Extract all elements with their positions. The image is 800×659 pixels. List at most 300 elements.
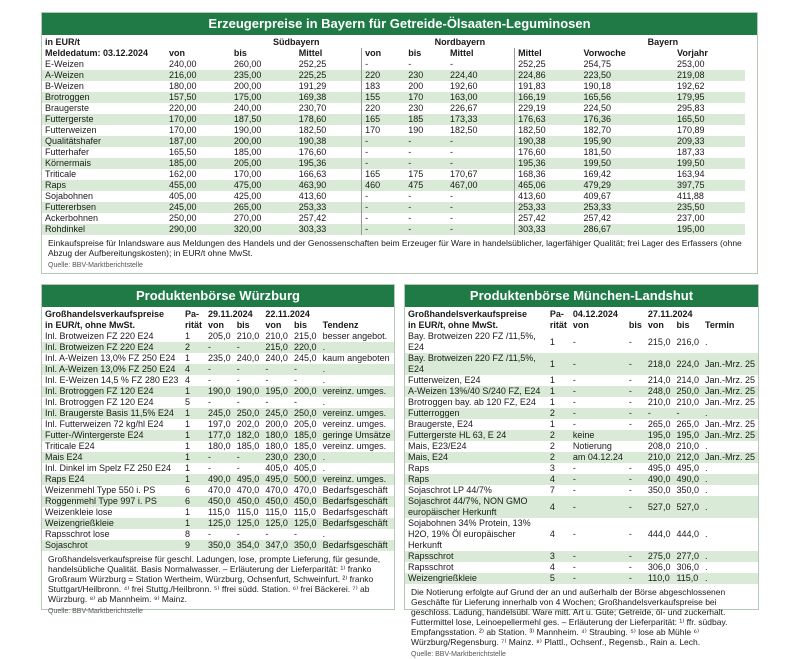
table-cell: Jan.-Mrz. 25 — [702, 430, 758, 441]
table-cell: 1 — [182, 474, 205, 485]
table-cell: 195,0 — [673, 430, 702, 441]
table-cell: 190,00 — [233, 125, 262, 135]
col-header: Mittel — [515, 48, 581, 59]
table-cell: Jan.-Mrz. 25 — [704, 397, 755, 407]
table-cell: 224,0 — [673, 353, 702, 375]
table-row — [42, 408, 394, 419]
mu-bis1: bis — [628, 320, 642, 330]
mu-paritaet-2: rität — [549, 320, 567, 330]
row-label: Inl. Braugerste Basis 11,5% E24 — [42, 408, 182, 419]
row-label: Inl. Brotroggen FZ 120 E24 — [42, 386, 182, 397]
table-cell: 182,70 — [583, 125, 611, 135]
table-cell: - — [570, 408, 626, 419]
table-cell: 235,0 — [208, 353, 231, 363]
table-cell: 303,33 — [515, 224, 581, 235]
table-cell: Jan.-Mrz. 25 — [702, 353, 758, 375]
row-label: Raps E24 — [42, 474, 182, 485]
col-header: Mittel — [449, 48, 474, 58]
table-cell: - — [234, 342, 263, 353]
table-cell: 254,75 — [583, 59, 611, 69]
table-row — [405, 386, 758, 397]
table-cell: 490,0 — [673, 474, 702, 485]
table-cell: 229,19 — [515, 103, 581, 114]
table-cell: 3 — [547, 551, 570, 562]
wb-head2: in EUR/t, ohne MwSt. — [45, 320, 135, 330]
wb-date1: 29.11.2024 — [208, 309, 253, 319]
table-cell: 1 — [184, 419, 190, 429]
table-cell: 295,83 — [677, 103, 705, 113]
row-label: Futterroggen — [405, 408, 547, 419]
table-cell: - — [234, 452, 263, 463]
table-cell: 175 — [408, 169, 424, 179]
erzeugerpreise-source: Quelle: BBV-Marktberichtstelle — [48, 262, 143, 269]
table-cell: 470,0 — [208, 485, 231, 495]
table-cell: 1 — [182, 430, 205, 441]
table-cell: 185,00 — [233, 147, 262, 157]
row-label: Rohdinkel — [42, 224, 166, 235]
table-cell: 1 — [549, 336, 555, 347]
table-cell: 245,0 — [205, 408, 234, 419]
table-cell: 125,0 — [234, 518, 263, 529]
table-cell: 170,00 — [169, 125, 197, 135]
mu-paritaet-1: Pa- — [549, 309, 564, 319]
table-cell: 205,00 — [231, 158, 296, 169]
table-cell: Jan.-Mrz. 25 — [704, 375, 755, 385]
row-label: Raps — [405, 474, 547, 485]
table-cell: 165,50 — [169, 147, 197, 157]
table-cell: 455,00 — [166, 180, 231, 191]
table-cell: 190,0 — [205, 386, 234, 397]
table-cell: 225,25 — [296, 70, 362, 81]
row-label: Sojaschrot — [42, 540, 182, 551]
table-row — [42, 353, 394, 364]
table-cell: 230,70 — [298, 103, 327, 113]
row-label: Mais E24 — [42, 452, 182, 463]
row-label: Raps — [408, 463, 430, 473]
table-cell: - — [628, 419, 632, 429]
wb-head1: Großhandelsverkaufspreise — [45, 309, 165, 319]
table-cell: 195,36 — [515, 158, 581, 169]
table-cell: 253,33 — [580, 202, 674, 213]
table-cell: 306,0 — [676, 562, 699, 572]
table-cell: 173,33 — [447, 114, 515, 125]
table-cell: - — [626, 386, 645, 397]
table-cell: - — [645, 408, 674, 419]
table-cell: 495,0 — [647, 463, 671, 473]
table-cell: 210,0 — [676, 397, 699, 407]
table-cell: 176,63 — [515, 114, 581, 125]
table-cell: 187,50 — [231, 114, 296, 125]
table-cell: 5 — [547, 573, 570, 584]
table-cell: - — [208, 463, 212, 473]
table-cell: 475 — [405, 180, 447, 191]
table-row — [405, 375, 758, 386]
table-cell: - — [405, 202, 447, 213]
table-cell: . — [322, 397, 326, 407]
table-row — [405, 485, 758, 496]
table-cell: 1 — [182, 518, 205, 529]
table-cell: 1 — [549, 397, 555, 407]
table-cell: 223,50 — [580, 70, 674, 81]
table-cell: Bedarfsgeschäft — [322, 507, 388, 517]
table-cell: 253,33 — [296, 202, 362, 213]
table-cell: . — [702, 408, 758, 419]
mu-von2: von — [647, 320, 664, 330]
table-cell: Jan.-Mrz. 25 — [702, 452, 758, 463]
table-cell: 215,0 — [293, 331, 317, 341]
table-cell: - — [205, 364, 234, 375]
row-label: A-Weizen — [42, 70, 166, 81]
table-cell: 202,0 — [236, 419, 260, 429]
wb-tendenz: Tendenz — [322, 320, 359, 330]
row-label: Bay. Brotweizen 220 FZ /11,5%, E24 — [405, 353, 547, 375]
table-cell: - — [449, 213, 453, 223]
table-cell: - — [447, 202, 515, 213]
table-cell: - — [265, 375, 269, 385]
table-cell: Jan.-Mrz. 25 — [704, 419, 755, 429]
table-cell: 413,60 — [515, 191, 581, 202]
table-cell: - — [293, 375, 297, 385]
table-cell: 6 — [184, 485, 190, 495]
table-cell: . — [320, 342, 394, 353]
table-cell — [626, 430, 645, 441]
table-cell: 190,18 — [583, 81, 611, 91]
table-cell: 470,0 — [236, 485, 260, 495]
table-cell: 200,00 — [233, 81, 262, 91]
table-cell: - — [408, 59, 412, 69]
table-cell: 170,89 — [677, 125, 705, 135]
table-cell: 155 — [362, 92, 406, 103]
table-cell: 463,90 — [296, 180, 362, 191]
row-label: Weizengrießkleie — [405, 573, 547, 584]
table-cell: - — [570, 496, 626, 518]
table-cell: Bedarfsgeschäft — [320, 496, 394, 507]
table-cell: 182,50 — [449, 125, 478, 135]
wuerzburg-note: Großhandelsverkaufspreise für geschl. Ladungen, lose, prompte Lieferung, für gesunde, handelsübliche Qualität. Basis Normalwasser. – Erläuterung der Lieferparität: ¹⁾ franko Großraum Würzburg = Station Wertheim, Würzburg, Ochsenfurt, Schweinfurt. ²⁾ franko Stuttgart/Heilbronn. ⁴⁾ frei Stuttg./Heilbronn. ⁵⁾ ffrei südd. Station. ⁶⁾ frei Bäckerei. ⁷⁾ ab Würzburg. ⁸⁾ ab Mannheim. ⁹⁾ Mainz. — [48, 554, 381, 604]
table-cell: 1 — [184, 441, 190, 451]
table-cell: - — [572, 463, 576, 473]
table-row — [42, 452, 394, 463]
row-label: Mais, E23/E24 — [408, 441, 467, 451]
table-cell: 270,00 — [233, 213, 262, 223]
row-label: A-Weizen 13%/40 S/240 FZ, E24 — [405, 386, 547, 397]
table-cell: 257,42 — [515, 213, 581, 224]
table-cell: 190,38 — [515, 136, 581, 147]
table-cell: 110,0 — [645, 573, 674, 584]
table-cell: 450,0 — [234, 496, 263, 507]
table-cell: . — [704, 529, 708, 539]
table-cell: - — [572, 336, 576, 347]
table-cell: - — [572, 375, 576, 385]
table-cell: 197,0 — [208, 419, 231, 429]
table-cell: 235,50 — [674, 202, 745, 213]
table-cell: 2 — [547, 430, 570, 441]
table-cell: 475,00 — [231, 180, 296, 191]
table-cell: 210,0 — [265, 331, 288, 341]
table-cell: 1 — [549, 375, 555, 385]
erzeugerpreise-note: Einkaufspreise für Inlandsware aus Meldungen des Handels und der Genossenschaften beim Erzeuger für Ware in handelsüblicher, lagerfähiger Qualität; frei Lager des Erfassers (ohne Abzug der Aufbereitungskosten); in EUR/t ohne MwSt. — [48, 238, 742, 258]
table-cell: besser angebot. — [322, 331, 388, 341]
row-label: Roggenmehl Type 997 i. PS — [42, 496, 182, 507]
col-header: Vorwoche — [583, 48, 626, 58]
table-row — [42, 375, 394, 386]
table-cell: kaum angeboten — [322, 353, 390, 363]
table-row — [405, 331, 758, 353]
table-cell: 224,40 — [447, 70, 515, 81]
row-label: Inl. E-Weizen 14,5 % FZ 280 E23 — [45, 375, 179, 385]
table-cell: 1 — [182, 408, 205, 419]
table-cell: 226,67 — [449, 103, 478, 113]
table-cell: vereinz. umges. — [320, 386, 394, 397]
table-cell: 290,00 — [166, 224, 231, 235]
table-row — [405, 551, 758, 562]
table-cell: 465,06 — [515, 180, 581, 191]
table-cell: 444,0 — [647, 529, 671, 539]
table-cell: - — [362, 147, 406, 158]
table-cell: 215,0 — [262, 342, 291, 353]
table-cell: - — [449, 191, 453, 201]
table-cell: 220,00 — [169, 103, 197, 113]
row-label: Inl. Brotroggen FZ 120 E24 — [45, 397, 154, 407]
wuerzburg-panel — [41, 284, 395, 615]
table-cell: - — [362, 158, 406, 169]
table-row — [42, 397, 394, 408]
table-row — [42, 136, 757, 147]
table-cell: . — [702, 474, 758, 485]
table-cell: 205,0 — [293, 419, 317, 429]
wuerzburg-title: Produktenbörse Würzburg — [42, 285, 394, 307]
table-cell: - — [208, 375, 212, 385]
table-cell: 200,0 — [291, 386, 320, 397]
table-cell: 192,60 — [449, 81, 478, 91]
table-cell: 303,33 — [296, 224, 362, 235]
table-cell: 350,0 — [291, 540, 320, 551]
table-cell: - — [447, 224, 515, 235]
table-cell: 190 — [408, 125, 424, 135]
table-cell: 210,0 — [645, 452, 674, 463]
wb-paritaet-1: Pa- — [184, 309, 199, 319]
table-cell: 166,19 — [515, 92, 581, 103]
table-cell: 527,0 — [673, 496, 702, 518]
table-cell: - — [572, 419, 576, 429]
table-cell: - — [236, 397, 240, 407]
table-cell: 286,67 — [580, 224, 674, 235]
row-label: Sojaschrot LP 44/7% — [408, 485, 492, 495]
table-cell: 1 — [547, 353, 570, 375]
row-label: Ackerbohnen — [45, 213, 99, 223]
table-cell: - — [265, 397, 269, 407]
table-cell: - — [265, 529, 269, 539]
table-cell: 479,29 — [580, 180, 674, 191]
mu-head1: Großhandelsverkaufspreise — [408, 309, 528, 319]
table-cell: - — [628, 562, 632, 572]
erzeugerpreise-panel — [41, 12, 758, 274]
table-cell: 180,0 — [262, 430, 291, 441]
table-cell: 180,0 — [265, 441, 288, 451]
table-row — [42, 485, 394, 496]
table-cell: 195,00 — [674, 224, 745, 235]
table-cell: - — [449, 147, 453, 157]
mu-termin: Termin — [704, 320, 735, 330]
table-cell: - — [262, 364, 291, 375]
table-cell: 405,00 — [169, 191, 197, 201]
table-cell: - — [205, 452, 234, 463]
mu-head2: in EUR/t, ohne MwSt. — [408, 320, 498, 330]
table-cell: 7 — [549, 485, 555, 495]
row-label: Sojabohnen — [45, 191, 94, 201]
table-cell: 245,0 — [293, 353, 317, 363]
row-label: Qualitätshafer — [42, 136, 166, 147]
muenchen-source: Quelle: BBV-Marktberichtstelle — [411, 651, 506, 658]
table-cell: 527,0 — [645, 496, 674, 518]
table-cell: 1 — [184, 331, 190, 341]
table-cell: 450,0 — [205, 496, 234, 507]
table-cell: 9 — [182, 540, 205, 551]
table-cell: 170,00 — [166, 114, 231, 125]
table-cell: 170,00 — [233, 169, 262, 179]
table-cell: 397,75 — [674, 180, 745, 191]
row-label: Inl. Brotweizen FZ 220 E24 — [45, 331, 154, 341]
table-cell: 5 — [184, 397, 190, 407]
table-cell: - — [362, 213, 406, 224]
table-row — [42, 59, 757, 70]
table-cell: 490,0 — [645, 474, 674, 485]
table-cell: 495,0 — [234, 474, 263, 485]
table-row — [42, 125, 757, 136]
table-cell: 165 — [362, 169, 406, 180]
table-cell: 182,50 — [515, 125, 581, 136]
row-label: Sojaschrot 44/7%, NON GMO europäischer Herkunft — [405, 496, 547, 518]
table-row — [42, 364, 394, 375]
table-cell: 179,95 — [674, 92, 745, 103]
table-cell: 218,0 — [645, 353, 674, 375]
table-cell: 220 — [362, 70, 406, 81]
table-cell: 115,0 — [208, 507, 230, 517]
table-row — [42, 331, 394, 342]
row-label: Inl. Futterweizen 72 kg/hl E24 — [45, 419, 164, 429]
table-cell — [626, 452, 645, 463]
table-cell: 169,42 — [583, 169, 611, 179]
table-cell: 4 — [549, 529, 555, 539]
table-cell: . — [320, 452, 394, 463]
table-cell: - — [572, 485, 576, 495]
table-cell: 199,50 — [580, 158, 674, 169]
table-cell: 6 — [182, 496, 205, 507]
table-cell: . — [704, 463, 708, 473]
table-cell: 240,0 — [236, 353, 260, 363]
table-cell: 265,0 — [647, 419, 671, 429]
table-cell: - — [572, 529, 576, 539]
table-row — [42, 158, 757, 169]
table-cell: Notierung — [572, 441, 612, 451]
table-cell: - — [362, 202, 406, 213]
table-cell: - — [293, 397, 297, 407]
table-cell: 195,0 — [645, 430, 674, 441]
table-cell: 253,33 — [515, 202, 581, 213]
wb-von2: von — [265, 320, 282, 330]
table-cell: 190,38 — [296, 136, 362, 147]
table-cell: - — [628, 397, 632, 407]
erzeugerpreise-table — [42, 37, 757, 235]
table-cell: - — [628, 336, 632, 347]
table-cell: 4 — [184, 375, 190, 385]
table-cell: 470,0 — [265, 485, 288, 495]
table-cell: 210,0 — [676, 441, 699, 451]
table-cell: - — [628, 463, 632, 473]
wb-paritaet-2: rität — [184, 320, 202, 330]
table-cell: 191,83 — [515, 81, 581, 92]
table-cell: - — [570, 573, 626, 584]
table-cell: - — [408, 191, 412, 201]
table-row — [42, 419, 394, 430]
table-cell: 306,0 — [647, 562, 671, 572]
table-cell: 460 — [362, 180, 406, 191]
table-cell: am 04.12.24 — [570, 452, 626, 463]
table-cell: 2 — [549, 441, 555, 451]
muenchen-panel — [404, 284, 759, 658]
table-cell: 115,0 — [673, 573, 702, 584]
table-cell: 162,00 — [169, 169, 197, 179]
table-cell: 495,0 — [262, 474, 291, 485]
table-cell: - — [362, 59, 406, 70]
table-cell: 178,60 — [296, 114, 362, 125]
table-cell: 175,00 — [231, 92, 296, 103]
table-cell: 265,0 — [676, 419, 699, 429]
mu-von1: von — [572, 320, 589, 330]
muenchen-table — [405, 309, 758, 584]
table-cell: 176,36 — [580, 114, 674, 125]
table-row — [405, 463, 758, 474]
table-row — [405, 397, 758, 408]
table-row — [42, 518, 394, 529]
table-cell: - — [449, 59, 453, 69]
col-header: bis — [233, 48, 247, 58]
muenchen-note: Die Notierung erfolgte auf Grund der an und außerhalb der Börse abgeschlossenen Geschäfte für Lieferung innerhalb von 4 Wochen; Großhandelsverkaufspreise bei geschloss. Ladung, handelsübl. Ware mitt. Art u. Güte; Getreide, öl- und zuckerhalt. Futtermittel lose, Leinoepellermehl ges. – Erläuterung der Lieferparität: ¹⁾ ffr. südbay. Empfangsstation. ²⁾ ab Station. ³⁾ Mannheim. ⁴⁾ Straubing. ⁵⁾ lose ab Mühle ⁶⁾ Würzburg/Regensburg. ⁷⁾ Mainz. ⁸⁾ Plattl., Ochsenf., Regensb., Rain a. Lech. — [411, 587, 728, 647]
col-header: Vorjahr — [677, 48, 708, 58]
table-cell: 215,0 — [647, 336, 671, 347]
table-cell: 200,00 — [231, 136, 296, 147]
row-label: Triticale — [45, 169, 77, 179]
table-cell: 425,00 — [233, 191, 262, 201]
table-row — [42, 191, 757, 202]
table-cell: 411,88 — [677, 191, 704, 201]
table-cell: 350,0 — [647, 485, 671, 495]
table-cell: - — [405, 224, 447, 235]
table-cell: 165 — [362, 114, 406, 125]
table-cell: - — [234, 364, 263, 375]
table-cell: - — [236, 375, 240, 385]
table-cell: 185 — [405, 114, 447, 125]
table-cell: 250,0 — [234, 408, 263, 419]
table-cell: 200,0 — [265, 419, 288, 429]
row-label: Bay. Brotweizen 220 FZ /11,5%, E24 — [408, 331, 536, 352]
row-label: B-Weizen — [45, 81, 84, 91]
table-cell: - — [628, 375, 632, 385]
group-suedbayern: Südbayern — [273, 37, 320, 47]
table-cell: - — [673, 408, 702, 419]
table-cell: Bedarfsgeschäft — [320, 540, 394, 551]
table-cell: 170,67 — [449, 169, 478, 179]
table-row — [42, 92, 757, 103]
table-row — [42, 474, 394, 485]
row-label: Futterweizen — [45, 125, 97, 135]
table-cell: . — [702, 496, 758, 518]
table-cell: 157,50 — [166, 92, 231, 103]
table-cell: 185,00 — [166, 158, 231, 169]
table-cell: . — [702, 573, 758, 584]
wuerzburg-table — [42, 309, 394, 551]
table-cell: 4 — [547, 474, 570, 485]
